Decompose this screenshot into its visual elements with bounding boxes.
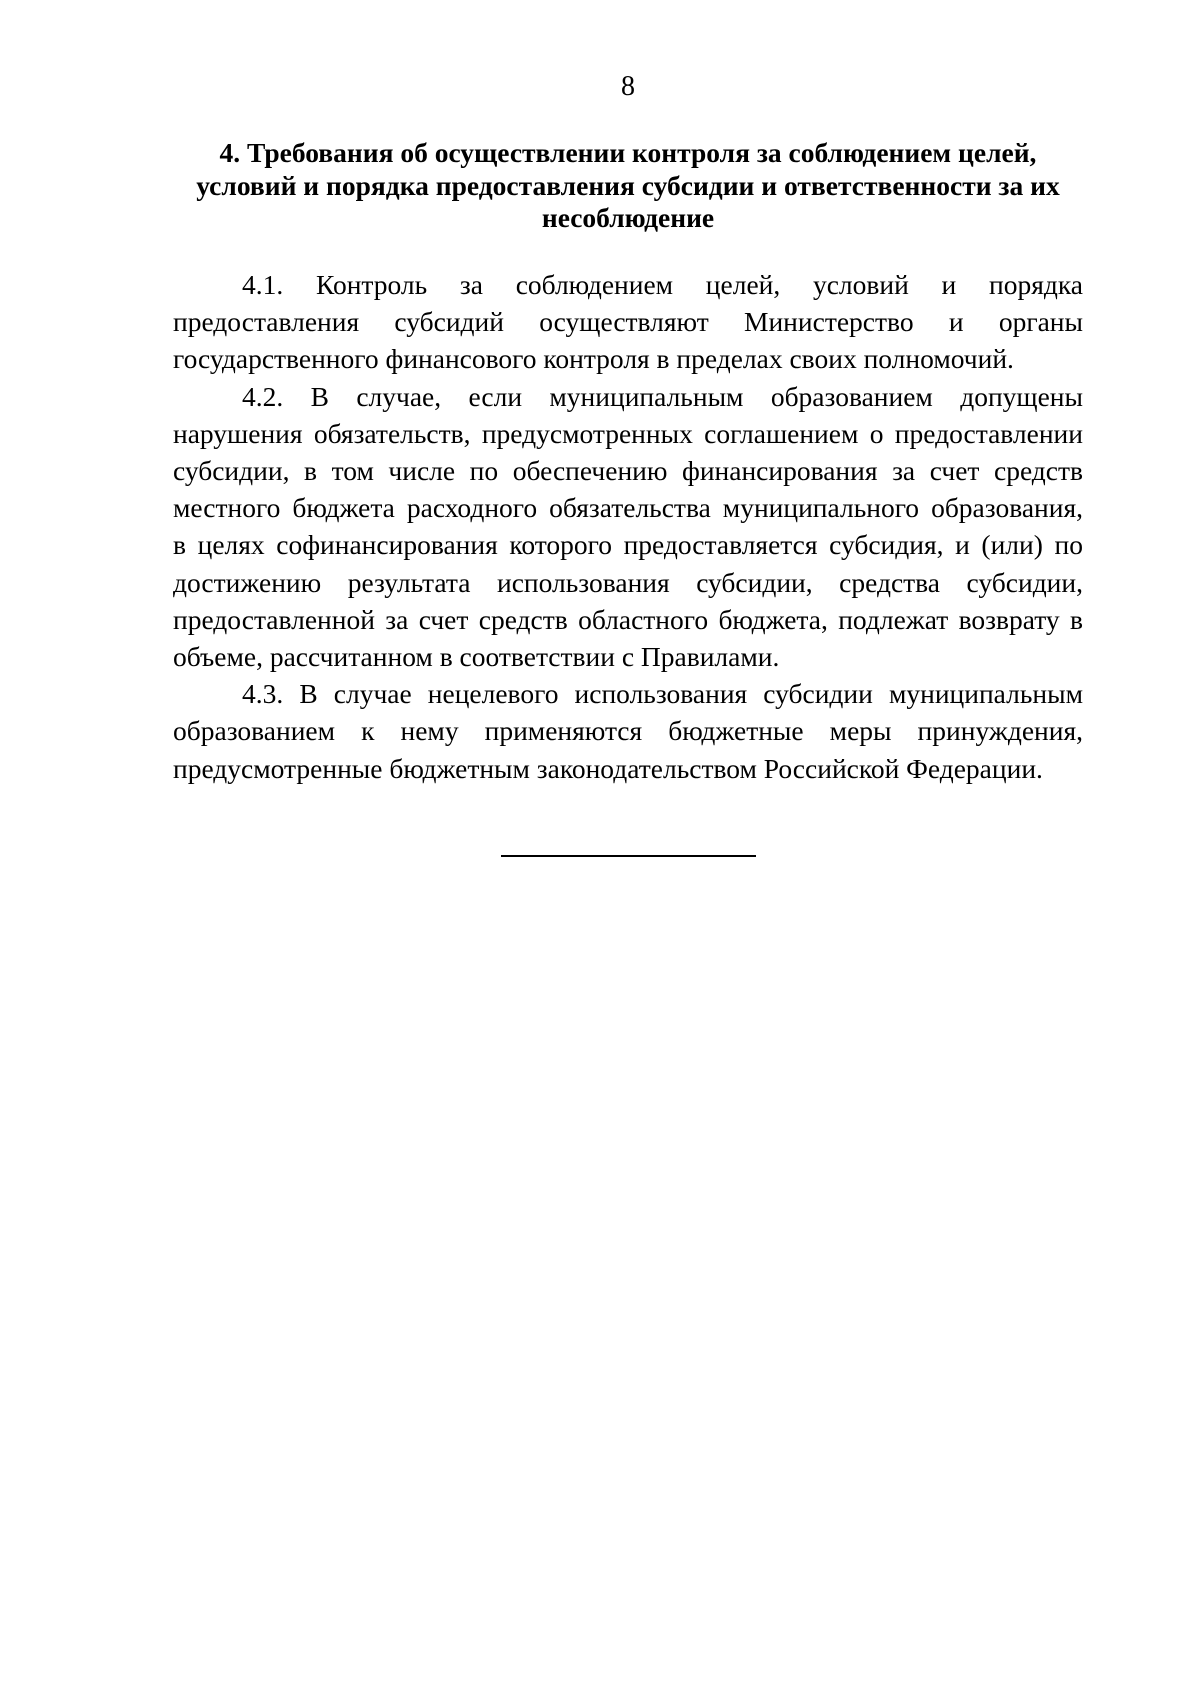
paragraph-line: в целях софинансирования которого предоставляется субсидия, и (или) по <box>173 529 1083 561</box>
paragraph-line: нарушения обязательств, предусмотренных соглашением о предоставлении <box>173 417 1083 449</box>
section-heading-line: 4. Требования об осуществлении контроля за соблюдением целей, <box>219 137 1037 168</box>
section-heading-line: несоблюдение <box>541 202 715 233</box>
paragraph-line: предоставления субсидий осуществляют Министерство и органы <box>173 306 1083 338</box>
paragraph-line: 4.2. В случае, если муниципальным образованием допущены <box>242 380 1083 412</box>
paragraph-line: государственного финансового контроля в пределах своих полномочий. <box>173 343 1014 375</box>
paragraph-line: местного бюджета расходного обязательства муниципального образования, <box>173 492 1083 524</box>
paragraph-4-2 <box>173 378 1083 676</box>
paragraph-line: предусмотренные бюджетным законодательством Российской Федерации. <box>173 752 1043 784</box>
page-number: 8 <box>621 71 635 102</box>
paragraph-line: субсидии, в том числе по обеспечению финансирования за счет средств <box>173 455 1083 487</box>
paragraph-line: 4.3. В случае нецелевого использования субсидии муниципальным <box>242 678 1083 710</box>
paragraph-line: 4.1. Контроль за соблюдением целей, условий и порядка <box>242 269 1083 300</box>
paragraph-4-1 <box>173 266 1083 378</box>
section-heading <box>173 137 1083 235</box>
paragraph-line: предоставленной за счет средств областного бюджета, подлежат возврату в <box>173 603 1083 635</box>
end-of-section-rule <box>501 855 756 857</box>
paragraph-line: достижению результата использования субсидии, средства субсидии, <box>173 566 1083 598</box>
paragraph-line: образованием к нему применяются бюджетные меры принуждения, <box>173 715 1083 747</box>
section-body <box>173 266 1083 787</box>
paragraph-4-3 <box>173 675 1083 787</box>
paragraph-line: объеме, рассчитанном в соответствии с Правилами. <box>173 641 780 673</box>
section-heading-line: условий и порядка предоставления субсидии и ответственности за их <box>196 169 1060 201</box>
